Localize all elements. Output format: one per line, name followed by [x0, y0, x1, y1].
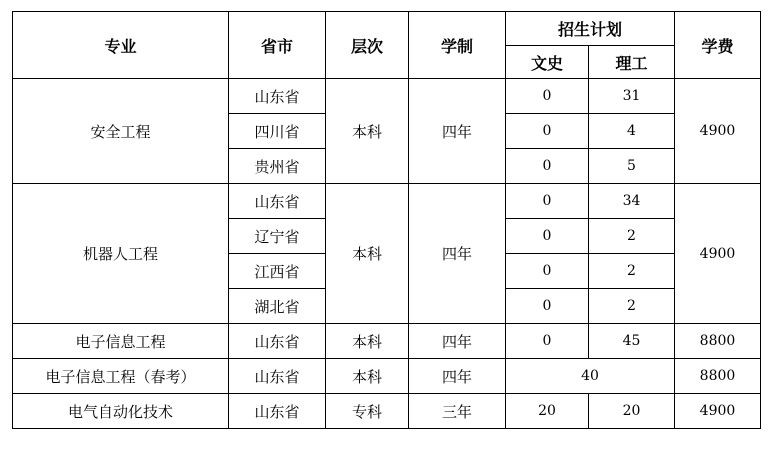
province-cell: 四川省	[229, 114, 326, 149]
table-row	[13, 359, 761, 394]
province-cell: 山东省	[229, 394, 326, 429]
science-cell: 4	[589, 114, 675, 149]
level-cell: 专科	[326, 394, 409, 429]
table-row	[13, 324, 761, 359]
province-cell: 山东省	[229, 359, 326, 394]
plan-total-cell: 40	[506, 359, 675, 394]
header-province: 省市	[229, 12, 326, 79]
header-row	[13, 12, 761, 46]
level-cell: 本科	[326, 359, 409, 394]
province-cell: 山东省	[229, 324, 326, 359]
tuition-cell: 4900	[675, 184, 761, 324]
header-tuition: 学费	[675, 12, 761, 79]
duration-cell: 三年	[409, 394, 506, 429]
level-cell: 本科	[326, 79, 409, 184]
tuition-cell: 4900	[675, 79, 761, 184]
major-cell: 电子信息工程	[13, 324, 229, 359]
arts-cell: 20	[506, 394, 589, 429]
science-cell: 20	[589, 394, 675, 429]
arts-cell: 0	[506, 219, 589, 254]
arts-cell: 0	[506, 184, 589, 219]
major-cell: 电子信息工程（春考）	[13, 359, 229, 394]
enrollment-plan-table	[12, 11, 761, 429]
province-cell: 山东省	[229, 79, 326, 114]
major-cell: 机器人工程	[13, 184, 229, 324]
header-science: 理工	[589, 46, 675, 79]
arts-cell: 0	[506, 114, 589, 149]
arts-cell: 0	[506, 254, 589, 289]
major-cell: 电气自动化技术	[13, 394, 229, 429]
province-cell: 山东省	[229, 184, 326, 219]
duration-cell: 四年	[409, 184, 506, 324]
science-cell: 31	[589, 79, 675, 114]
arts-cell: 0	[506, 79, 589, 114]
duration-cell: 四年	[409, 359, 506, 394]
science-cell: 2	[589, 289, 675, 324]
major-cell: 安全工程	[13, 79, 229, 184]
header-level: 层次	[326, 12, 409, 79]
science-cell: 45	[589, 324, 675, 359]
arts-cell: 0	[506, 324, 589, 359]
duration-cell: 四年	[409, 324, 506, 359]
science-cell: 2	[589, 254, 675, 289]
science-cell: 5	[589, 149, 675, 184]
duration-cell: 四年	[409, 79, 506, 184]
arts-cell: 0	[506, 149, 589, 184]
tuition-cell: 4900	[675, 394, 761, 429]
province-cell: 贵州省	[229, 149, 326, 184]
science-cell: 34	[589, 184, 675, 219]
tuition-cell: 8800	[675, 324, 761, 359]
header-plan: 招生计划	[506, 12, 675, 46]
table-row	[13, 184, 761, 219]
science-cell: 2	[589, 219, 675, 254]
tuition-cell: 8800	[675, 359, 761, 394]
table-row	[13, 394, 761, 429]
province-cell: 江西省	[229, 254, 326, 289]
level-cell: 本科	[326, 324, 409, 359]
arts-cell: 0	[506, 289, 589, 324]
header-major: 专业	[13, 12, 229, 79]
province-cell: 辽宁省	[229, 219, 326, 254]
table-row	[13, 79, 761, 114]
level-cell: 本科	[326, 184, 409, 324]
header-arts: 文史	[506, 46, 589, 79]
header-duration: 学制	[409, 12, 506, 79]
province-cell: 湖北省	[229, 289, 326, 324]
